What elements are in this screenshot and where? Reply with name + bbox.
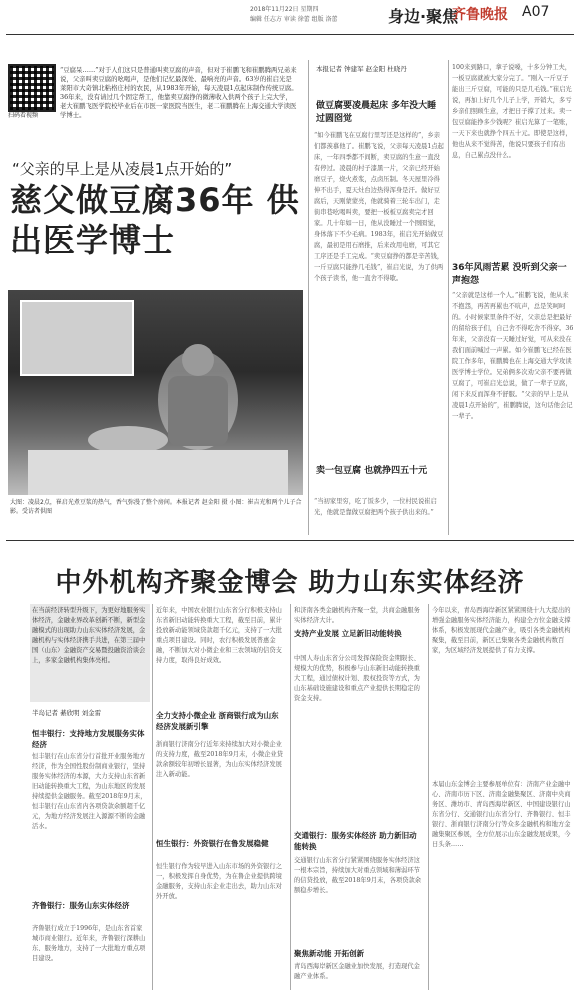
story2-col4b: 本届山东金博会主要参展单位有：济南产业金融中心、济南市历下区、济南金融集聚区、济南中央商务区、潍坊市、青岛西海岸新区、中国建设银行山东省分行、交通银行山东省分行、齐鲁银行、恒丰银行、浙商银行济南分行等众多金融机构和地方金融集聚区参展，全方位展示山东金融发展成果，今日头条……: [432, 781, 571, 848]
newspaper-brand: 齐鲁晚报: [452, 7, 508, 23]
header-rule: [6, 34, 574, 35]
page-number: A07: [522, 4, 550, 20]
photo-illustration: [8, 290, 303, 495]
qr-label: 扫码看视频: [8, 112, 39, 119]
story2-col1b: 齐鲁银行成立于1996年，是山东省首家城市商业银行。近年来，齐鲁银行深耕山东、服务地方，支持了一大批地方重点项目建设。: [32, 925, 146, 962]
issue-date: 2018年11月22日 星期四: [250, 6, 319, 13]
column-divider: [308, 60, 309, 535]
editor-credits: 编辑 任志方 审读 徐蕾 组版 洛蕾: [250, 16, 338, 23]
story2-sub4: 恒生银行：外资银行在鲁发展稳健: [156, 839, 269, 848]
story2-col2c: 恒生银行作为较早进入山东市场的外资银行之一，积极发挥自身优势，为在鲁企业提供跨境金融服务，支持山东企业走出去，助力山东对外开放。: [156, 863, 282, 900]
qr-code-icon[interactable]: [8, 64, 56, 112]
section-rule: [6, 540, 574, 541]
story2-col3c: 交通银行山东省分行紧紧围绕服务实体经济这一根本宗旨，持续加大对重点领域和薄弱环节的信贷投放，截至2018年9月末，各项贷款余额稳步增长。: [294, 857, 422, 894]
story2-sub1: 恒丰银行：支持地方发展服务实体经济: [32, 729, 145, 749]
story-intro: “豆腐呆……”对于人们这只是普通叫卖豆腐的声音，但对于崔鹏飞和崔鹏腾两兄弟来说，父亲叫卖豆腐的吆喝声，是他们记忆最深处、最响亮的声音。63岁的崔启光是莱阳市大奇镇北粘格庄村的农民，从1983年开始，每天凌晨1点起床制作传统豆腐。36年来，没有请过几个固定帮工，他靠卖豆腐挣的微薄收入供两个孩子上完大学，老大崔鹏飞医学院校毕业后在市医一家医院当医生，老二崔鹏腾在上海交通大学读医学博士。: [60, 66, 298, 119]
story2-sub5: 支持产业发展 立足新旧动能转换: [294, 629, 402, 638]
main-photo: [8, 290, 303, 495]
byline: 本报记者 钟建军 赵金阳 杜晓丹: [316, 65, 407, 73]
subhead-3: 36年风雨苦累 没听到父亲一声抱怨: [452, 263, 567, 286]
section-title: 身边·聚焦: [388, 7, 459, 26]
col-divider-b3: [428, 604, 429, 990]
subhead-2: 卖一包豆腐 也就挣四五十元: [316, 466, 428, 476]
story2-sub2: 齐鲁银行：服务山东实体经济: [32, 901, 130, 910]
column-divider-2: [448, 60, 449, 535]
subhead-1: 做豆腐要凌晨起床 多年没大睡过圆囵觉: [316, 101, 437, 124]
story2-sub3: 全力支持小微企业 浙商银行成为山东经济发展新引擎: [156, 711, 279, 731]
photo-caption: 大图：凌晨2点，崔启光煮豆浆的热气，香气弥漫了整个房间。本报记者 赵金阳 摄 小图：崔吉光和两个儿子合影。受访者供图: [10, 499, 302, 515]
story2-col2a: 近年来，中国农业银行山东省分行积极支持山东省新旧动能转换重大工程，截至目前，累计投放新动能领域贷款超千亿元，支持了一大批重点项目建设。同时，农行积极发展普惠金融，不断加大对小微企业和三农领域的信贷支持力度，取得良好成效。: [156, 607, 282, 664]
headline-quote: “父亲的早上是从凌晨1点开始的”: [12, 160, 233, 178]
story2-sub6: 交通银行：服务实体经济 助力新旧动能转换: [294, 831, 417, 851]
story2-sub7: 聚焦新动能 开拓创新: [294, 949, 365, 958]
story2-col3b: 中国人寿山东省分公司发挥保险资金期限长、规模大的优势，积极参与山东新旧动能转换重大工程，通过债权计划、股权投资等方式，为山东基础设施建设和重点产业提供长期稳定的资金支持。: [294, 655, 420, 702]
col-divider-b2: [290, 604, 291, 990]
story2-byline: 半岛记者 綦欣明 刘金雷: [32, 709, 102, 717]
main-headline: 慈父做豆腐36年 供出医学博士: [10, 181, 300, 259]
story2-col2b: 浙商银行济南分行近年来持续加大对小微企业的支持力度，截至2018年9月末，小微企业贷款余额较年初增长显著，为山东实体经济发展注入新动能。: [156, 741, 284, 778]
story2-col1a: 恒丰银行在山东省分行首批开业服务地方经济，作为全国性股份制商业银行，坚持服务实体经济的本源，大力支持山东省新旧动能转换重大工程，为山东地区的发展持续提供金融服务。截至2018年9月末，恒丰银行在山东省内各项贷款余额超千亿元，为地方经济发展注入源源不断的金融活水。: [32, 753, 147, 830]
col-divider-b1: [152, 604, 153, 990]
story2-col3a: 和济南各类金融机构齐聚一堂，共商金融服务实体经济大计。: [294, 607, 420, 624]
body-text-col2b: “当初家里穷，吃了饭多少，一位村民说崔启光，他就是靠做豆腐把两个孩子供出来的。”: [314, 498, 437, 516]
body-text-col2a: “如今崔鹏飞在豆腐行里写还是这样的”，乡亲们都羡慕他了。崔鹏飞说，父亲每天凌晨1点起床，一年四季都不间断，卖豆腐的生意一直没有停过。凌晨的村子漆黑一片，父亲已经开始磨豆子，烧火煮浆，点卤压制。冬天屋里冷得伸不出手，夏天灶台边热得浑身是汗。做好豆腐后，天刚蒙蒙亮，他就骑着三轮车出门，走街串巷吆喝叫卖，要把一板板豆腐卖完才回家。几十年如一日，他从没睡过一个囫囵觉，身体落下不少毛病。1983年，崔启光开始做豆腐，最初是用石磨推，后来改用电磨，可其它工序还是手工完成。“卖豆腐挣的都是辛苦钱，一斤豆腐只能挣几毛钱”，崔启光说，为了供两个孩子读书，他一直舍不得歇。: [314, 132, 444, 282]
body-text-col3a: 100来到路口，拿子说嗓，十多分钟工夫，一板豆腐就被大家分完了。“刚入一斤豆子能出三斤豆腐，可能的只是几毛钱。”崔启光说，再加上好几个儿子上学，开销大，多亏乡亲们照顾生意，才把日子撑了过来。卖一包豆腐能挣多少钱呢？崔启光算了一笔账，一天下来也就挣个四五十元。即使是这样，他也从来不觉得苦，他说只要孩子们有出息，自己累点没什么。: [452, 64, 572, 159]
story2-headline: 中外机构齐聚金博会 助力山东实体经济: [55, 568, 525, 598]
story2-col3d: 青岛西海岸新区金融业加快发展，打造现代金融产业体系。: [294, 963, 420, 980]
story2-lead: 在当前经济转型升级下，为更好地服务实体经济，金融业界改革创新不断，新型金融模式的出现助力山东实体经济发展，金融机构与实体经济携手共进，在第三届中国（山东）金融资产交易暨投融资洽谈会上，多家金融机构集体亮相。: [32, 607, 146, 664]
story2-col4a: 今年以来，青岛西海岸新区紧紧围绕十九大提出的增强金融服务实体经济能力，构建全方位金融支撑体系，积极发展现代金融产业，吸引各类金融机构聚集，截至目前，新区已集聚各类金融机构数百家，为区域经济发展提供了有力支撑。: [432, 607, 571, 654]
body-text-col3b: “父亲就是这样一个人。”崔鹏飞说，他从来不抱怨，再苦再累也不吭声，总是笑呵呵的。小时候家里条件不好，父亲总是把最好的留给孩子们，自己舍不得吃舍不得穿。36年来，父亲没有一天睡过好觉，可从来没在我们面前喊过一声累。如今崔鹏飞已经在医院工作多年，崔鹏腾也在上海交通大学攻读医学博士学位。兄弟俩多次劝父亲不要再做豆腐了，可崔启光总说，做了一辈子豆腐，闲下来反而浑身不舒服。“父亲的早上是从凌晨1点开始的”，崔鹏腾说，这句话他会记一辈子。: [452, 292, 574, 420]
